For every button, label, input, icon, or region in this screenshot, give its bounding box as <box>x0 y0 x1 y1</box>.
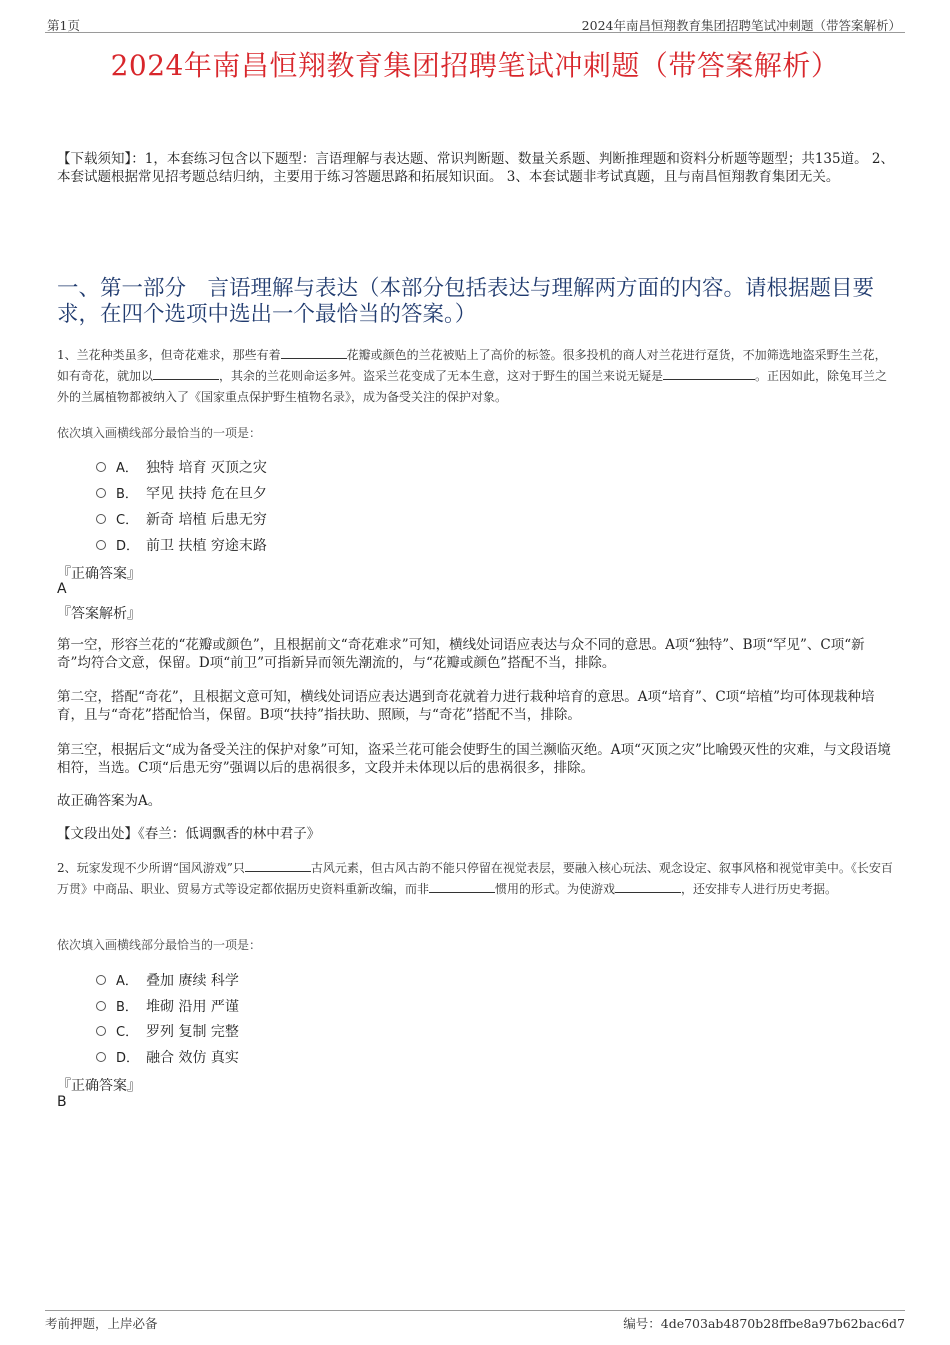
q1-source: 【文段出处】《春兰：低调飘香的林中君子》 <box>57 826 321 842</box>
option-text: 罕见 扶持 危在旦夕 <box>146 486 267 502</box>
radio-icon[interactable] <box>96 488 106 498</box>
q2-part-3: 惯用的形式。为使游戏 <box>495 882 616 896</box>
document-title: 2024年南昌恒翔教育集团招聘笔试冲刺题（带答案解析） <box>110 49 840 82</box>
section-heading: 一、第一部分 言语理解与表达（本部分包括表达与理解两方面的内容。请根据题目要求，在四个选项中选出一个最恰当的答案。） <box>57 276 875 327</box>
question-1-prompt: 依次填入画横线部分最恰当的一项是： <box>57 426 262 440</box>
q1-blank-1 <box>281 345 347 359</box>
q2-part-1: 2、玩家发现不少所谓“国风游戏”只 <box>57 861 245 875</box>
footer-doc-id: 编号：4de703ab4870b28ffbe8a97b62bac6d7 <box>623 1316 905 1331</box>
option-letter: B． <box>116 1000 138 1015</box>
radio-icon[interactable] <box>96 1052 106 1062</box>
question-1-text <box>57 345 897 408</box>
header-doc-title: 2024年南昌恒翔教育集团招聘笔试冲刺题（带答案解析） <box>581 18 901 33</box>
q2-option-c[interactable] <box>96 1021 239 1041</box>
q1-part-2: 花瓣或颜色的兰花被贴上了高价的标签。很多投机的商人对兰花进行趸货，不加筛选地盗采野生兰花，如有奇花，就加以 <box>57 348 887 383</box>
option-text: 堆砌 沿用 严谨 <box>146 999 239 1015</box>
q1-blank-2 <box>153 366 219 380</box>
radio-icon[interactable] <box>96 514 106 524</box>
q1-option-b[interactable] <box>96 483 267 503</box>
radio-icon[interactable] <box>96 1026 106 1036</box>
q1-analysis-1: 第一空，形容兰花的“花瓣或颜色”，且根据前文“奇花难求”可知，横线处词语应表达与众不同的意思。A项“独特”、B项“罕见”、C项“新奇”均符合文意，保留。D项“前卫”可指新异而领先潮流的，与“花瓣或颜色”搭配不当，排除。 <box>57 637 865 671</box>
download-notice: 【下载须知】：1，本套练习包含以下题型：言语理解与表达题、常识判断题、数量关系题、判断推理题和资料分析题等题型；共135道。 2、本套试题根据常见招考题总结归纳，主要用于练习答题思路和拓展知识面。 3、本套试题非考试真题，且与南昌恒翔教育集团无关。 <box>57 151 894 185</box>
q2-option-d[interactable] <box>96 1047 239 1067</box>
option-letter: D． <box>116 539 140 554</box>
question-2-text <box>57 858 897 900</box>
q1-analysis-4: 故正确答案为A。 <box>57 793 162 809</box>
question-2-prompt: 依次填入画横线部分最恰当的一项是： <box>57 938 262 952</box>
q1-answer-label: 『正确答案』 <box>57 566 141 582</box>
option-letter: B． <box>116 487 138 502</box>
q2-part-4: ，还安排专人进行历史考据。 <box>681 882 838 896</box>
option-text: 新奇 培植 后患无穷 <box>146 512 267 528</box>
q2-answer: B <box>57 1094 67 1110</box>
q1-answer: A <box>57 581 67 597</box>
q1-blank-3 <box>663 366 755 380</box>
option-text: 融合 效仿 真实 <box>146 1050 239 1066</box>
option-text: 叠加 赓续 科学 <box>146 973 239 989</box>
radio-icon[interactable] <box>96 1001 106 1011</box>
option-letter: C． <box>116 1025 139 1040</box>
q1-part-1: 1、兰花种类虽多，但奇花难求，那些有着 <box>57 348 281 362</box>
footer-slogan: 考前押题，上岸必备 <box>45 1316 158 1331</box>
q1-part-4: 。正因如此，除兔耳兰之外的兰属植物都被纳入了《国家重点保护野生植物名录》，成为备受关注的保护对象。 <box>57 369 888 404</box>
radio-icon[interactable] <box>96 975 106 985</box>
q2-option-a[interactable] <box>96 970 239 990</box>
q1-analysis-3: 第三空，根据后文“成为备受关注的保护对象”可知，盗采兰花可能会使野生的国兰濒临灭绝。A项“灭顶之灾”比喻毁灭性的灾难，与文段语境相符，当选。C项“后患无穷”强调以后的患祸很多，文段并未体现以后的患祸很多，排除。 <box>57 742 891 776</box>
q1-part-3: ，其余的兰花则命运多舛。盗采兰花变成了无本生意，这对于野生的国兰来说无疑是 <box>219 369 664 383</box>
radio-icon[interactable] <box>96 540 106 550</box>
q2-answer-label: 『正确答案』 <box>57 1078 141 1094</box>
q2-option-b[interactable] <box>96 996 239 1016</box>
q1-option-a[interactable] <box>96 457 267 477</box>
q2-part-2: 古风元素，但古风古韵不能只停留在视觉表层，要融入核心玩法、观念设定、叙事风格和视觉审美中。《长安百万贯》中商品、职业、贸易方式等设定都依据历史资料重新改编，而非 <box>57 861 893 896</box>
q1-analysis-label: 『答案解析』 <box>57 606 141 622</box>
q1-option-d[interactable] <box>96 535 267 555</box>
q2-blank-1 <box>245 858 311 872</box>
q1-option-c[interactable] <box>96 509 267 529</box>
option-text: 前卫 扶植 穷途末路 <box>146 538 267 554</box>
page-header <box>45 12 905 33</box>
radio-icon[interactable] <box>96 462 106 472</box>
option-letter: A． <box>116 974 138 989</box>
option-letter: A． <box>116 461 138 476</box>
option-letter: C． <box>116 513 139 528</box>
option-letter: D． <box>116 1051 140 1066</box>
page-number: 第1页 <box>47 18 80 33</box>
q2-blank-2 <box>429 879 495 893</box>
option-text: 罗列 复制 完整 <box>146 1024 239 1040</box>
q2-blank-3 <box>615 879 681 893</box>
q1-analysis-2: 第二空，搭配“奇花”，且根据文意可知，横线处词语应表达遇到奇花就着力进行栽种培育的意思。A项“培育”、C项“培植”均可体现栽种培育，且与“奇花”搭配恰当，保留。B项“扶持”指扶助、照顾，与“奇花”搭配不当，排除。 <box>57 689 875 723</box>
footer-divider <box>45 1310 905 1311</box>
option-text: 独特 培育 灭顶之灾 <box>146 460 267 476</box>
